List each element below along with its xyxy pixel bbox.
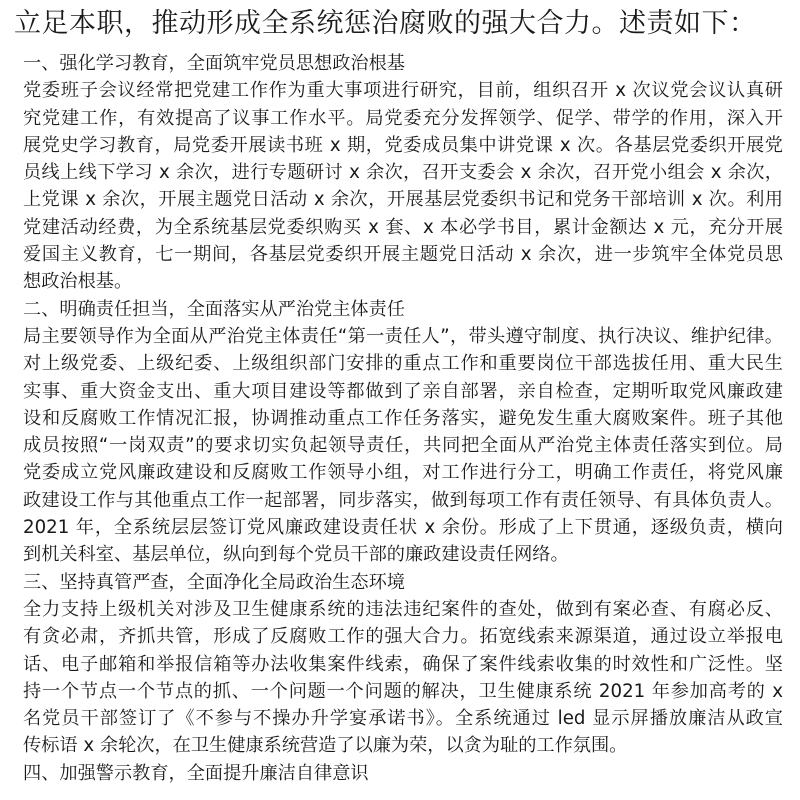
section-heading: 二、明确责任担当，全面落实从严治党主体责任 [23,298,405,320]
paragraph-line: 成员按照“一岗双责”的要求切实负起领导责任，共同把全面从严治党主体责任落实到位。局 [23,435,783,457]
paragraph-line: 爱国主义教育，七一期间，各基层党委织开展主题党日活动 x 余次，进一步筑牢全体党员思 [23,244,783,266]
paragraph-line: 对上级党委、上级纪委、上级组织部门安排的重点工作和重要岗位干部选拔任用、重大民生 [23,353,783,375]
paragraph-line: 持一个节点一个节点的抓、一个问题一个问题的解决，卫生健康系统 2021 年参加高考的 x [23,680,783,702]
paragraph-line: 话、电子邮箱和举报信箱等办法收集案件线索，确保了案件线索收集的时效性和广泛性。坚 [23,653,783,675]
paragraph-line: 设和反腐败工作情况汇报，协调推动重点工作任务落实，避免发生重大腐败案件。班子其他 [23,407,783,429]
paragraph-line: 到机关科室、基层单位，纵向到每个党员干部的廉政建设责任网络。 [23,544,569,566]
paragraph-line: 政建设工作与其他重点工作一起部署，同步落实，做到每项工作有责任领导、有具体负责人。 [23,489,783,511]
paragraph-line: 党建活动经费，为全系统基层党委织购买 x 套、x 本必学书目，累计金额达 x 元，充分开展 [23,216,783,238]
paragraph-line: 2021 年，全系统层层签订党风廉政建设责任状 x 余份。形成了上下贯通，逐级负责，横向 [23,517,783,539]
paragraph-line: 想政治根基。 [23,271,133,293]
paragraph-line: 传标语 x 余轮次，在卫生健康系统营造了以廉为荣，以贪为耻的工作氛围。 [23,735,628,757]
section-heading: 三、坚持真管严查，全面净化全局政治生态环境 [23,571,405,593]
section-heading: 四、加强警示教育，全面提升廉洁自律意识 [23,762,369,784]
section-heading: 一、强化学习教育，全面筑牢党员思想政治根基 [23,53,405,74]
paragraph-line: 党委班子会议经常把党建工作作为重大事项进行研究，目前，组织召开 x 次议党会议认真研 [23,80,783,102]
paragraph-line: 展党史学习教育，局党委开展读书班 x 期，党委成员集中讲党课 x 次。各基层党委织开展党 [23,134,783,156]
paragraph-line: 究党建工作，有效提高了议事工作水平。局党委充分发挥领学、促学、带学的作用，深入开 [23,107,783,129]
paragraph-line: 上党课 x 余次，开展主题党日活动 x 余次，开展基层党委织书记和党务干部培训 x 次。利用 [23,189,783,211]
paragraph-line: 党委成立党风廉政建设和反腐败工作领导小组，对工作进行分工，明确工作责任，将党风廉 [23,462,783,484]
paragraph-line: 名党员干部签订了《不参与不操办升学宴承诺书》。全系统通过 led 显示屏播放廉洁从政宣 [23,708,783,730]
paragraph-line: 全力支持上级机关对涉及卫生健康系统的违法违纪案件的查处，做到有案必查、有腐必反、 [23,598,783,620]
paragraph-line: 局主要领导作为全面从严治党主体责任“第一责任人”，带头遵守制度、执行决议、维护纪律。 [23,325,783,347]
lead-line: 立足本职，推动形成全系统惩治腐败的强大合力。述责如下： [14,8,757,39]
document-body [23,50,783,787]
paragraph-line: 实事、重大资金支出、重大项目建设等都做到了亲自部署，亲自检查，定期听取党风廉政建 [23,380,783,402]
paragraph-line: 员线上线下学习 x 余次，进行专题研讨 x 余次，召开支委会 x 余次，召开党小组会 x 余次， [23,162,783,184]
paragraph-line: 有贪必肃，齐抓共管，形成了反腐败工作的强大合力。拓宽线索来源渠道，通过设立举报电 [23,626,783,648]
